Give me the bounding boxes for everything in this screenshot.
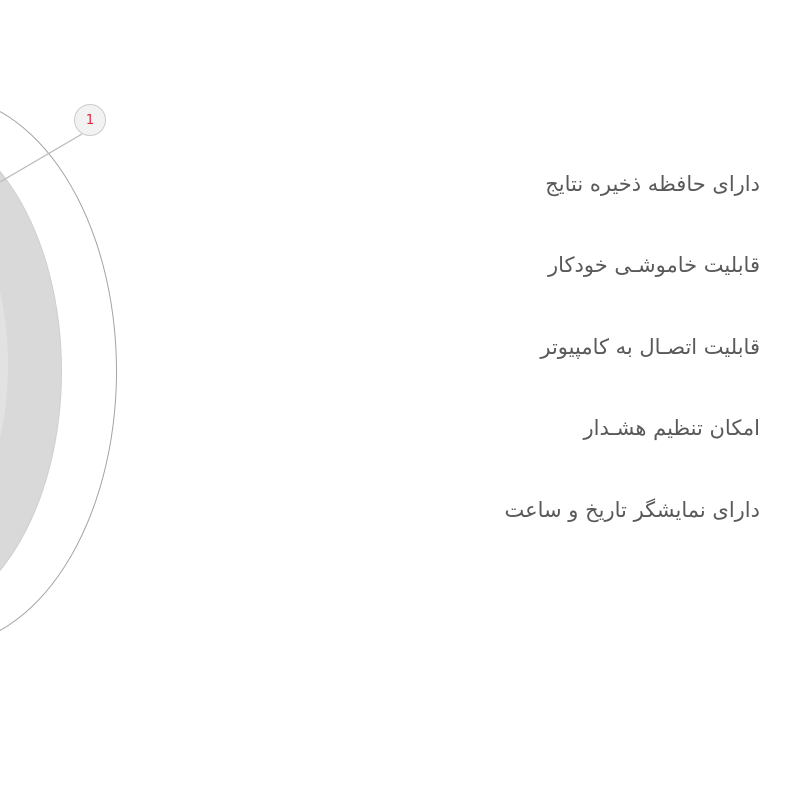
feature-list-item: قابلیت خاموشـی خودکار [548,253,760,278]
device-body [0,120,62,622]
callout-circle [74,104,106,136]
feature-list-item: قابلیت اتصـال به کامپیوتر [540,334,760,359]
feature-list [220,170,760,525]
device-inner-face [0,150,8,580]
feature-list-item: دارای حافظه ذخیره نتایج [545,172,760,196]
callout-number: 1 [85,112,95,128]
device-outer-ring [0,95,117,647]
callout-marker-1 [74,104,106,136]
callout-leader-line [0,120,82,182]
feature-list-item: دارای نمایشگر تاریخ و ساعت [504,497,760,522]
feature-list-item: امکان تنظیم هشـدار [583,416,760,441]
